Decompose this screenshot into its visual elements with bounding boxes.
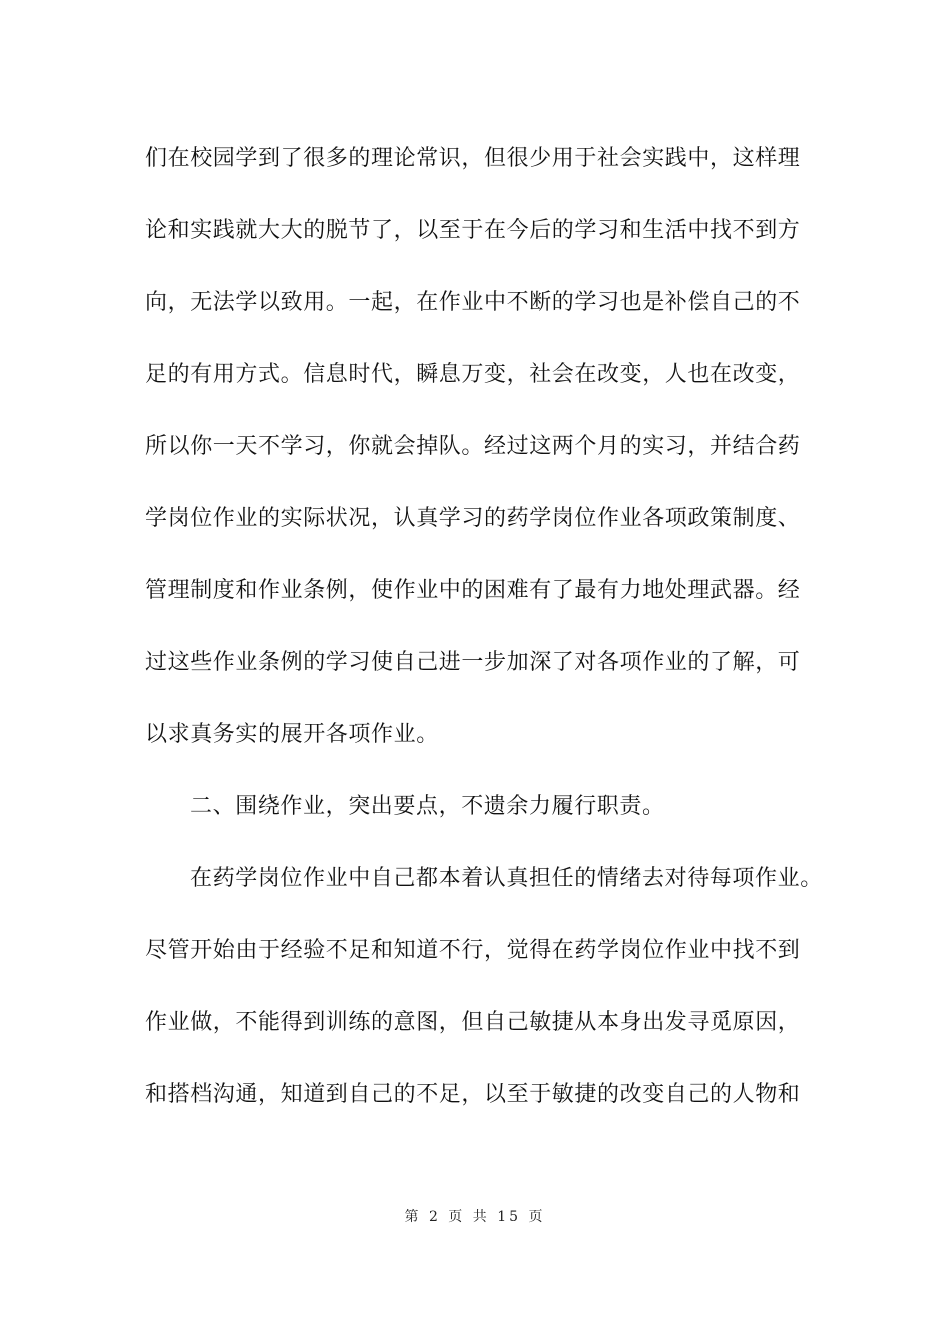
body-line-3: 向，无法学以致用。一起，在作业中不断的学习也是补偿自己的不: [145, 290, 801, 315]
body-line-5: 所以你一天不学习，你就会掉队。经过这两个月的实习，并结合药: [145, 434, 801, 459]
body-line-12: 尽管开始由于经验不足和知道不行，觉得在药学岗位作业中找不到: [145, 938, 801, 963]
body-line-9: 以求真务实的展开各项作业。: [145, 722, 439, 747]
body-line-2: 论和实践就大大的脱节了，以至于在今后的学习和生活中找不到方: [145, 218, 801, 243]
body-line-4: 足的有用方式。信息时代，瞬息万变，社会在改变，人也在改变，: [145, 362, 801, 387]
body-line-13: 作业做，不能得到训练的意图，但自己敏捷从本身出发寻觅原因，: [145, 1010, 801, 1035]
body-line-7: 管理制度和作业条例，使作业中的困难有了最有力地处理武器。经: [145, 578, 801, 603]
body-line-8: 过这些作业条例的学习使自己进一步加深了对各项作业的了解，可: [145, 650, 801, 675]
body-line-14: 和搭档沟通，知道到自己的不足，以至于敏捷的改变自己的人物和: [145, 1082, 801, 1107]
section-heading: 二、围绕作业，突出要点，不遗余力履行职责。: [190, 794, 665, 819]
body-line-11: 在药学岗位作业中自己都本着认真担任的情绪去对待每项作业。: [190, 866, 823, 891]
body-line-1: 们在校园学到了很多的理论常识，但很少用于社会实践中，这样理: [145, 146, 801, 171]
page-number-footer: 第 2 页 共 15 页: [404, 1209, 546, 1225]
body-line-6: 学岗位作业的实际状况，认真学习的药学岗位作业各项政策制度、: [145, 506, 801, 531]
